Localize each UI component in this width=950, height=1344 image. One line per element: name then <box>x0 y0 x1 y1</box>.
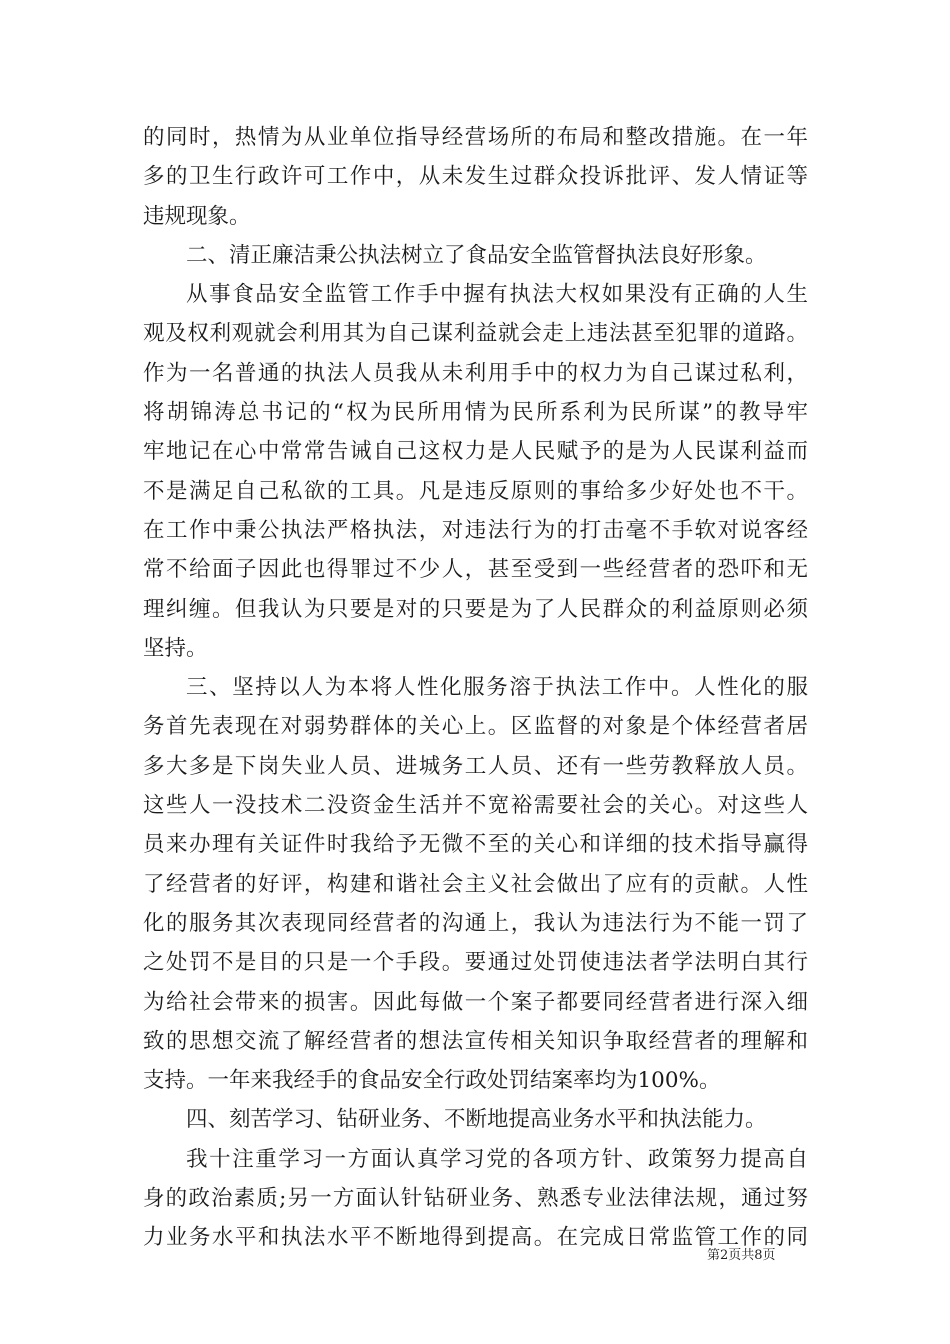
text-line: 致的思想交流了解经营者的想法宣传相关知识争取经营者的理解和 <box>143 1028 808 1054</box>
text-line: 多的卫生行政许可工作中，从未发生过群众投诉批评、发人情证等 <box>143 164 808 190</box>
text-line: 观及权利观就会利用其为自己谋利益就会走上违法甚至犯罪的道路。 <box>143 321 808 347</box>
text-line: 力业务水平和执法水平不断地得到提高。在完成日常监管工作的同 <box>143 1225 808 1251</box>
text-line: 违规现象。 <box>143 203 251 229</box>
text-line: 在工作中秉公执法严格执法，对违法行为的打击毫不手软对说客经 <box>143 517 808 543</box>
text-line: 我十注重学习一方面认真学习党的各项方针、政策努力提高自 <box>186 1146 808 1172</box>
text-line: 牢地记在心中常常告诫自己这权力是人民赋予的是为人民谋利益而 <box>143 439 808 465</box>
text-line: 不是满足自己私欲的工具。凡是违反原则的事给多少好处也不干。 <box>143 478 808 504</box>
text-line: 作为一名普通的执法人员我从未利用手中的权力为自己谋过私利， <box>143 360 808 386</box>
text-line: 理纠缠。但我认为只要是对的只要是为了人民群众的利益原则必须 <box>143 596 808 622</box>
text-line: 务首先表现在对弱势群体的关心上。区监督的对象是个体经营者居 <box>143 714 808 740</box>
text-line: 支持。一年来我经手的食品安全行政处罚结案率均为100%。 <box>143 1068 721 1094</box>
section-heading: 二、清正廉洁秉公执法树立了食品安全监管督执法良好形象。 <box>186 242 767 268</box>
text-line: 这些人一没技术二没资金生活并不宽裕需要社会的关心。对这些人 <box>143 793 808 819</box>
text-line: 身的政治素质;另一方面认针钻研业务、熟悉专业法律法规，通过努 <box>143 1186 808 1212</box>
text-line: 将胡锦涛总书记的“权为民所用情为民所系利为民所谋”的教导牢 <box>143 400 808 426</box>
text-line: 化的服务其次表现同经营者的沟通上，我认为违法行为不能一罚了 <box>143 910 808 936</box>
section-heading: 三、坚持以人为本将人性化服务溶于执法工作中。人性化的服 <box>186 675 808 701</box>
text-line: 员来办理有关证件时我给予无微不至的关心和详细的技术指导赢得 <box>143 832 808 858</box>
text-line: 从事食品安全监管工作手中握有执法大权如果没有正确的人生 <box>186 282 808 308</box>
text-line: 的同时，热情为从业单位指导经营场所的布局和整改措施。在一年 <box>143 125 808 150</box>
page-number-footer: 第2页共8页 <box>707 1248 776 1263</box>
text-line: 为给社会带来的损害。因此每做一个案子都要同经营者进行深入细 <box>143 989 808 1015</box>
text-line: 坚持。 <box>143 635 208 661</box>
section-heading: 四、刻苦学习、钻研业务、不断地提高业务水平和执法能力。 <box>186 1107 767 1133</box>
text-line: 了经营者的好评，构建和谐社会主义社会做出了应有的贡献。人性 <box>143 871 808 897</box>
text-line: 常不给面子因此也得罪过不少人，甚至受到一些经营者的恐吓和无 <box>143 557 808 583</box>
document-body <box>143 118 808 1258</box>
text-line: 之处罚不是目的只是一个手段。要通过处罚使违法者学法明白其行 <box>143 950 808 976</box>
text-line: 多大多是下岗失业人员、进城务工人员、还有一些劳教释放人员。 <box>143 753 808 779</box>
